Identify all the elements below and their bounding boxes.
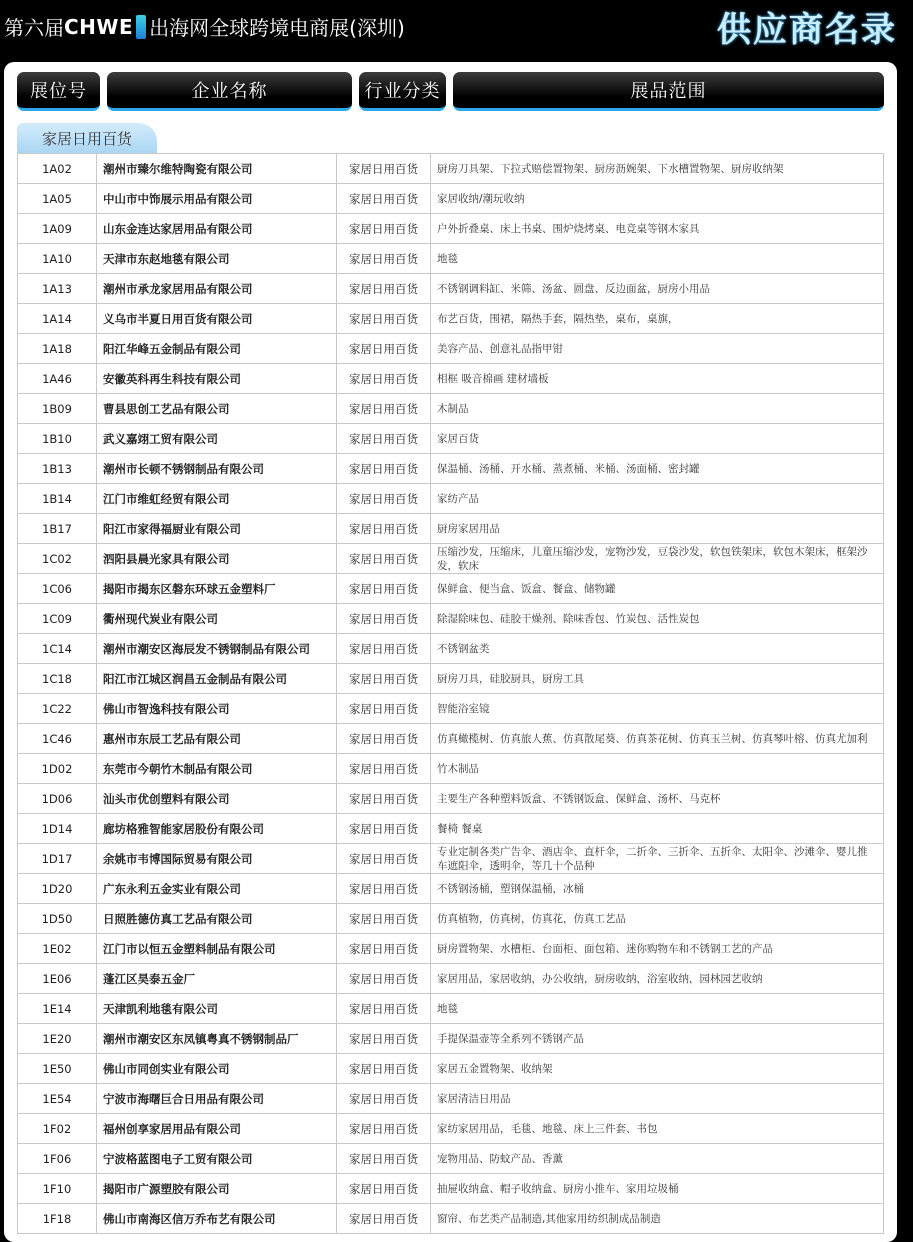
table-row (18, 844, 884, 874)
company-cell: 廊坊格雅智能家居股份有限公司 (97, 814, 337, 844)
company-cell: 佛山市同创实业有限公司 (97, 1054, 337, 1084)
industry-cell: 家居日用百货 (337, 994, 431, 1024)
booth-cell: 1C18 (18, 664, 97, 694)
industry-cell: 家居日用百货 (337, 1144, 431, 1174)
company-cell: 义乌市半夏日用百货有限公司 (97, 304, 337, 334)
booth-cell: 1D50 (18, 904, 97, 934)
products-cell: 美容产品、创意礼品指甲钳 (431, 334, 884, 364)
industry-cell: 家居日用百货 (337, 154, 431, 184)
company-cell: 福州创享家居用品有限公司 (97, 1114, 337, 1144)
company-cell: 汕头市优创塑料有限公司 (97, 784, 337, 814)
table-row (18, 1054, 884, 1084)
table-row (18, 634, 884, 664)
products-cell: 保温桶、汤桶、开水桶、蒸煮桶、米桶、汤面桶、密封罐 (431, 454, 884, 484)
industry-cell: 家居日用百货 (337, 514, 431, 544)
industry-cell: 家居日用百货 (337, 964, 431, 994)
booth-cell: 1A09 (18, 214, 97, 244)
industry-cell: 家居日用百货 (337, 274, 431, 304)
products-cell: 家居五金置物架、收纳架 (431, 1054, 884, 1084)
booth-cell: 1F02 (18, 1114, 97, 1144)
industry-cell: 家居日用百货 (337, 1084, 431, 1114)
column-headers (4, 72, 897, 112)
booth-cell: 1F18 (18, 1204, 97, 1234)
directory-panel (4, 62, 897, 1242)
products-cell: 压缩沙发，压缩床，儿童压缩沙发，宠物沙发，豆袋沙发，软包铁架床，软包木架床，框架沙发，软床 (431, 544, 884, 574)
table-row (18, 754, 884, 784)
table-row (18, 424, 884, 454)
booth-cell: 1A18 (18, 334, 97, 364)
booth-cell: 1E50 (18, 1054, 97, 1084)
booth-cell: 1B14 (18, 484, 97, 514)
company-cell: 佛山市智逸科技有限公司 (97, 694, 337, 724)
industry-cell: 家居日用百货 (337, 364, 431, 394)
booth-cell: 1C02 (18, 544, 97, 574)
products-cell: 木制品 (431, 394, 884, 424)
column-header-industry: 行业分类 (359, 72, 446, 111)
company-cell: 武义嘉翊工贸有限公司 (97, 424, 337, 454)
table-row (18, 904, 884, 934)
industry-cell: 家居日用百货 (337, 904, 431, 934)
products-cell: 布艺百货，围裙，隔热手套，隔热垫，桌布，桌旗， (431, 304, 884, 334)
company-cell: 中山市中饰展示用品有限公司 (97, 184, 337, 214)
booth-cell: 1F06 (18, 1144, 97, 1174)
industry-cell: 家居日用百货 (337, 214, 431, 244)
industry-cell: 家居日用百货 (337, 604, 431, 634)
table-row (18, 304, 884, 334)
industry-cell: 家居日用百货 (337, 334, 431, 364)
products-cell: 宠物用品、防蚊产品、香薰 (431, 1144, 884, 1174)
table-row (18, 154, 884, 184)
booth-cell: 1E20 (18, 1024, 97, 1054)
company-cell: 宁波市海曙巨合日用品有限公司 (97, 1084, 337, 1114)
company-cell: 宁波格蓝图电子工贸有限公司 (97, 1144, 337, 1174)
products-cell: 智能浴室镜 (431, 694, 884, 724)
booth-cell: 1D20 (18, 874, 97, 904)
products-cell: 餐椅 餐桌 (431, 814, 884, 844)
booth-cell: 1B10 (18, 424, 97, 454)
products-cell: 厨房刀具架、下拉式赔偿置物架、厨房沥婉架、下水槽置物架、厨房收纳架 (431, 154, 884, 184)
booth-cell: 1E06 (18, 964, 97, 994)
company-cell: 山东金连达家居用品有限公司 (97, 214, 337, 244)
table-row (18, 244, 884, 274)
table-row (18, 1174, 884, 1204)
industry-cell: 家居日用百货 (337, 394, 431, 424)
products-cell: 仿真植物，仿真树，仿真花，仿真工艺品 (431, 904, 884, 934)
table-row (18, 364, 884, 394)
event-title (4, 12, 405, 41)
company-cell: 揭阳市广源塑胶有限公司 (97, 1174, 337, 1204)
company-cell: 阳江市江城区润昌五金制品有限公司 (97, 664, 337, 694)
industry-cell: 家居日用百货 (337, 1174, 431, 1204)
products-cell: 不锈钢盆类 (431, 634, 884, 664)
company-cell: 惠州市东辰工艺品有限公司 (97, 724, 337, 754)
brand-logo-icon (136, 15, 146, 39)
table-row (18, 934, 884, 964)
table-row (18, 784, 884, 814)
booth-cell: 1F10 (18, 1174, 97, 1204)
table-row (18, 1114, 884, 1144)
booth-cell: 1C14 (18, 634, 97, 664)
industry-cell: 家居日用百货 (337, 694, 431, 724)
table-row (18, 574, 884, 604)
products-cell: 抽屉收纳盒、帽子收纳盒、厨房小推车、家用垃圾桶 (431, 1174, 884, 1204)
event-prefix: 第六届 (4, 16, 64, 40)
booth-cell: 1C46 (18, 724, 97, 754)
column-header-booth: 展位号 (17, 72, 100, 111)
industry-cell: 家居日用百货 (337, 754, 431, 784)
products-cell: 家居用品，家居收纳，办公收纳，厨房收纳，浴室收纳，园林园艺收纳 (431, 964, 884, 994)
industry-cell: 家居日用百货 (337, 454, 431, 484)
products-cell: 厨房刀具，硅胶厨具，厨房工具 (431, 664, 884, 694)
table-row (18, 394, 884, 424)
table-row (18, 1144, 884, 1174)
industry-cell: 家居日用百货 (337, 484, 431, 514)
products-cell: 家居清洁日用品 (431, 1084, 884, 1114)
table-row (18, 994, 884, 1024)
booth-cell: 1A13 (18, 274, 97, 304)
section-tab: 家居日用百货 (17, 123, 157, 154)
table-row (18, 1024, 884, 1054)
booth-cell: 1D17 (18, 844, 97, 874)
company-cell: 江门市维虹经贸有限公司 (97, 484, 337, 514)
company-cell: 广东永利五金实业有限公司 (97, 874, 337, 904)
company-cell: 曹县思创工艺品有限公司 (97, 394, 337, 424)
industry-cell: 家居日用百货 (337, 424, 431, 454)
industry-cell: 家居日用百货 (337, 874, 431, 904)
booth-cell: 1E14 (18, 994, 97, 1024)
booth-cell: 1A10 (18, 244, 97, 274)
booth-cell: 1D06 (18, 784, 97, 814)
company-cell: 阳江华峰五金制品有限公司 (97, 334, 337, 364)
industry-cell: 家居日用百货 (337, 1024, 431, 1054)
table-row (18, 514, 884, 544)
industry-cell: 家居日用百货 (337, 844, 431, 874)
table-row (18, 544, 884, 574)
booth-cell: 1B17 (18, 514, 97, 544)
products-cell: 厨房家居用品 (431, 514, 884, 544)
booth-cell: 1C09 (18, 604, 97, 634)
directory-title: 供应商名录 (717, 10, 897, 50)
industry-cell: 家居日用百货 (337, 934, 431, 964)
industry-cell: 家居日用百货 (337, 1114, 431, 1144)
company-cell: 江门市以恒五金塑料制品有限公司 (97, 934, 337, 964)
event-name: 出海网全球跨境电商展(深圳) (149, 16, 405, 40)
products-cell: 家纺家居用品，毛毯、地毯、床上三件套、书包 (431, 1114, 884, 1144)
products-cell: 地毯 (431, 244, 884, 274)
industry-cell: 家居日用百货 (337, 544, 431, 574)
table-row (18, 604, 884, 634)
products-cell: 窗帘、布艺类产品制造,其他家用纺织制成品制造 (431, 1204, 884, 1234)
company-cell: 余姚市韦博国际贸易有限公司 (97, 844, 337, 874)
products-cell: 厨房置物架、水槽柜、台面柜、面包箱、迷你购物车和不锈钢工艺的产品 (431, 934, 884, 964)
event-brand: CHWE (64, 14, 134, 39)
industry-cell: 家居日用百货 (337, 664, 431, 694)
table-row (18, 814, 884, 844)
table-row (18, 664, 884, 694)
booth-cell: 1A05 (18, 184, 97, 214)
industry-cell: 家居日用百货 (337, 574, 431, 604)
industry-cell: 家居日用百货 (337, 724, 431, 754)
table-row (18, 1204, 884, 1234)
column-header-products: 展品范围 (453, 72, 884, 111)
products-cell: 家居百货 (431, 424, 884, 454)
products-cell: 主要生产各种塑料饭盒、不锈钢饭盒、保鲜盒、汤杯、马克杯 (431, 784, 884, 814)
table-row (18, 964, 884, 994)
company-cell: 潮州市臻尔维特陶瓷有限公司 (97, 154, 337, 184)
industry-cell: 家居日用百货 (337, 184, 431, 214)
table-row (18, 724, 884, 754)
column-header-company: 企业名称 (107, 72, 352, 111)
industry-cell: 家居日用百货 (337, 244, 431, 274)
products-cell: 专业定制各类广告伞、酒店伞、直杆伞，二折伞、三折伞、五折伞、太阳伞、沙滩伞、婴儿推车遮阳伞，透明伞，等几十个品种 (431, 844, 884, 874)
booth-cell: 1E02 (18, 934, 97, 964)
company-cell: 佛山市南海区信万乔布艺有限公司 (97, 1204, 337, 1234)
products-cell: 竹木制品 (431, 754, 884, 784)
company-cell: 安徽英科再生科技有限公司 (97, 364, 337, 394)
company-cell: 潮州市潮安区海辰发不锈钢制品有限公司 (97, 634, 337, 664)
table-row (18, 334, 884, 364)
products-cell: 除湿除味包、硅胶干燥剂、除味香包、竹炭包、活性炭包 (431, 604, 884, 634)
industry-cell: 家居日用百货 (337, 1054, 431, 1084)
table-row (18, 214, 884, 244)
products-cell: 仿真橄榄树、仿真旅人蕉、仿真散尾葵、仿真茶花树、仿真玉兰树、仿真琴叶榕、仿真尤加利 (431, 724, 884, 754)
table-row (18, 184, 884, 214)
company-cell: 日照胜德仿真工艺品有限公司 (97, 904, 337, 934)
company-cell: 东莞市今朝竹木制品有限公司 (97, 754, 337, 784)
company-cell: 揭阳市揭东区磐东环球五金塑料厂 (97, 574, 337, 604)
table-row (18, 694, 884, 724)
products-cell: 家居收纳/潮玩收纳 (431, 184, 884, 214)
industry-cell: 家居日用百货 (337, 814, 431, 844)
company-cell: 阳江市家得福厨业有限公司 (97, 514, 337, 544)
supplier-table (17, 153, 884, 1234)
booth-cell: 1B13 (18, 454, 97, 484)
products-cell: 家纺产品 (431, 484, 884, 514)
products-cell: 户外折叠桌、床上书桌、围炉烧烤桌、电竞桌等钢木家具 (431, 214, 884, 244)
industry-cell: 家居日用百货 (337, 304, 431, 334)
company-cell: 潮州市长顿不锈钢制品有限公司 (97, 454, 337, 484)
products-cell: 不锈钢汤桶，塑钢保温桶，冰桶 (431, 874, 884, 904)
products-cell: 地毯 (431, 994, 884, 1024)
company-cell: 潮州市承龙家居用品有限公司 (97, 274, 337, 304)
products-cell: 不锈钢调料缸、米筛、汤盆、圆盘、反边面盆，厨房小用品 (431, 274, 884, 304)
page-header (0, 0, 913, 58)
table-row (18, 274, 884, 304)
company-cell: 天津市东赵地毯有限公司 (97, 244, 337, 274)
table-row (18, 874, 884, 904)
products-cell: 相框 吸音棉画 建材墙板 (431, 364, 884, 394)
booth-cell: 1A02 (18, 154, 97, 184)
booth-cell: 1B09 (18, 394, 97, 424)
booth-cell: 1A14 (18, 304, 97, 334)
table-row (18, 454, 884, 484)
booth-cell: 1C22 (18, 694, 97, 724)
company-cell: 泗阳县晨光家具有限公司 (97, 544, 337, 574)
table-row (18, 1084, 884, 1114)
booth-cell: 1A46 (18, 364, 97, 394)
table-row (18, 484, 884, 514)
industry-cell: 家居日用百货 (337, 784, 431, 814)
booth-cell: 1D14 (18, 814, 97, 844)
booth-cell: 1C06 (18, 574, 97, 604)
company-cell: 蓬江区昊泰五金厂 (97, 964, 337, 994)
company-cell: 衢州现代炭业有限公司 (97, 604, 337, 634)
industry-cell: 家居日用百货 (337, 1204, 431, 1234)
company-cell: 潮州市潮安区东凤镇粤真不锈钢制品厂 (97, 1024, 337, 1054)
products-cell: 保鲜盒、便当盒、饭盒、餐盒、储物罐 (431, 574, 884, 604)
company-cell: 天津凯利地毯有限公司 (97, 994, 337, 1024)
booth-cell: 1D02 (18, 754, 97, 784)
industry-cell: 家居日用百货 (337, 634, 431, 664)
booth-cell: 1E54 (18, 1084, 97, 1114)
products-cell: 手提保温壶等全系列不锈钢产品 (431, 1024, 884, 1054)
